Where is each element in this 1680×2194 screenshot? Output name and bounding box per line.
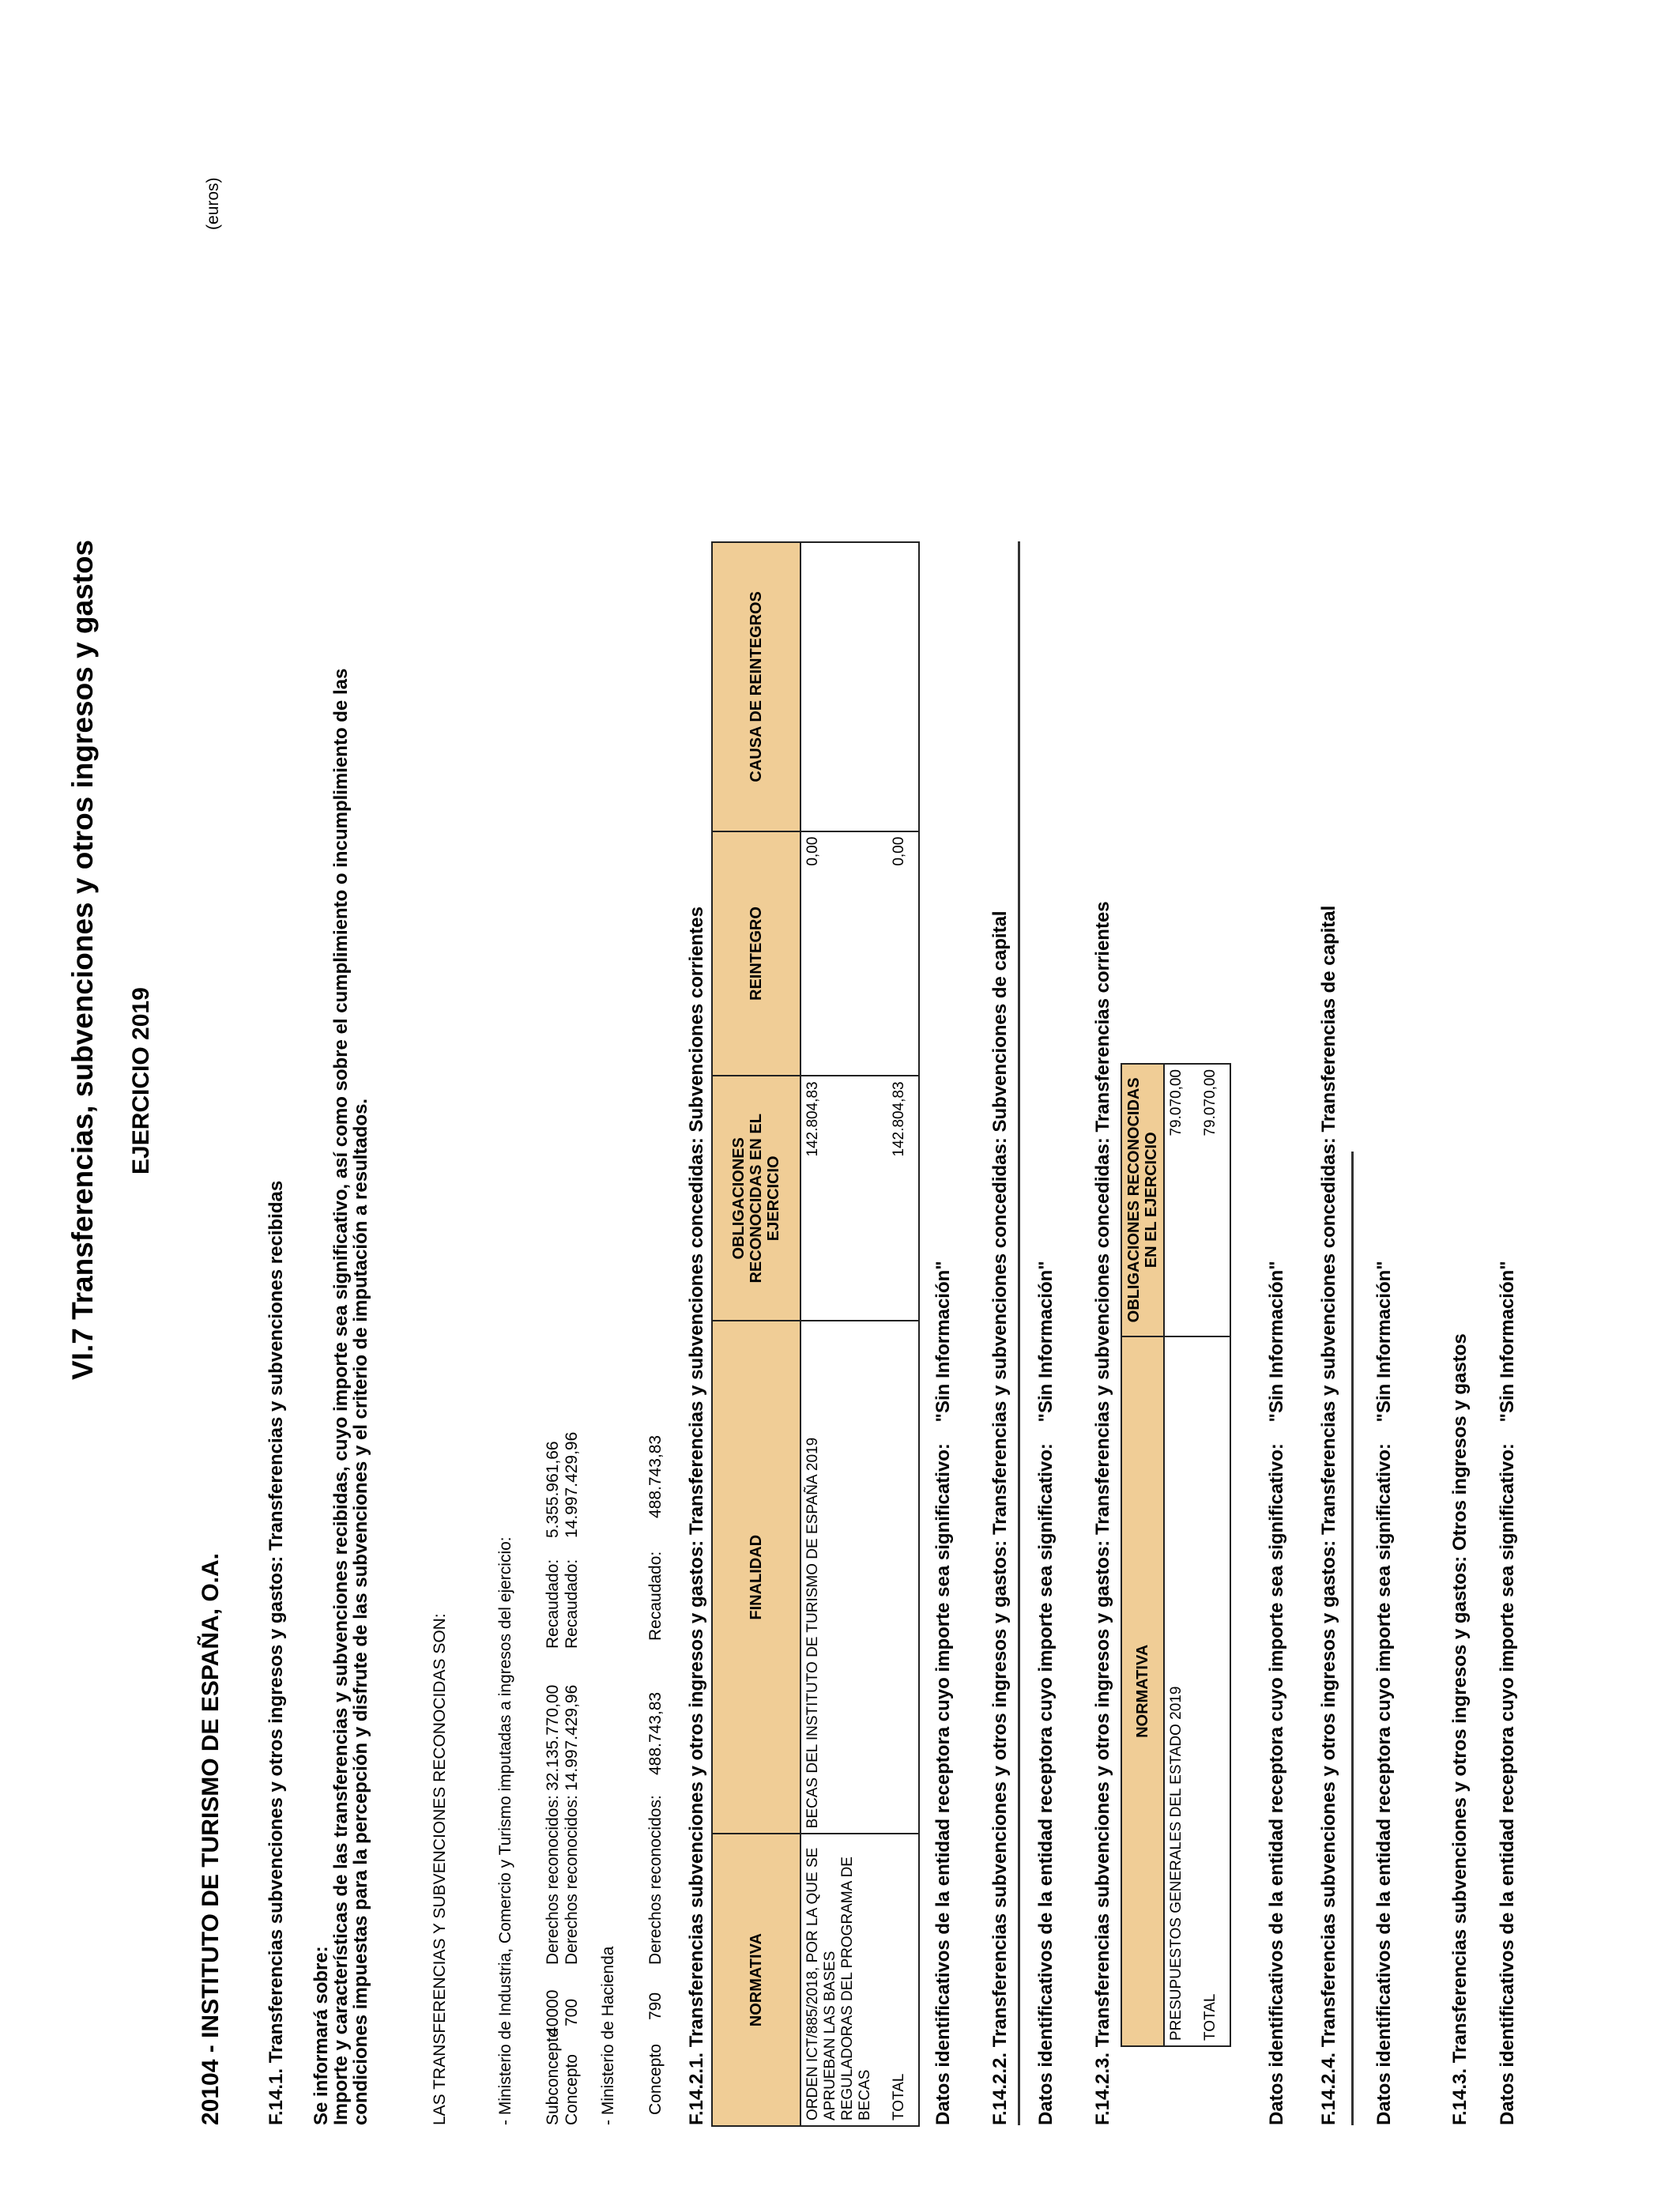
datos-value: "Sin Información" bbox=[1266, 1261, 1287, 1423]
table-total-row bbox=[1199, 1064, 1230, 2046]
datos-value: "Sin Información" bbox=[1373, 1261, 1395, 1423]
f141-inform-line1: Importe y características de las transferencias y subvenciones recibidas, cuyo importe sea significativo, así como sobre el cumplimiento o incumplimiento de las bbox=[330, 668, 352, 2125]
row-col-value: 5.355.961,66 bbox=[544, 1441, 562, 1538]
datos-label: Datos identificativos de la entidad receptora cuyo importe sea significativo: bbox=[1373, 1443, 1395, 2125]
table-total-row bbox=[887, 542, 919, 2126]
row-rec-label: Derechos reconocidos: bbox=[544, 1795, 562, 1965]
table-row bbox=[1164, 1064, 1199, 2046]
header-finalidad: FINALIDAD bbox=[712, 1321, 800, 1834]
datos-value: "Sin Información" bbox=[932, 1261, 954, 1423]
total-reintegro: 0,00 bbox=[887, 831, 919, 1076]
f1422-datos bbox=[1035, 1261, 1057, 2125]
row-col-label: Recaudado: bbox=[544, 1559, 562, 1649]
datos-label: Datos identificativos de la entidad receptora cuyo importe sea significativo: bbox=[1497, 1443, 1518, 2125]
f143-heading: F.14.3. Transferencias subvenciones y otros ingresos y gastos: Otros ingresos y gastos bbox=[1449, 1333, 1471, 2125]
total-label: TOTAL bbox=[887, 1834, 919, 2126]
cell-reintegro: 0,00 bbox=[800, 831, 887, 1076]
row-rec-label: Derechos reconocidos: bbox=[563, 1795, 581, 1965]
f1422-heading: F.14.2.2. Transferencias subvenciones y otros ingresos y gastos: Transferencias y subvenciones concedidas: Subvenciones de capital bbox=[989, 910, 1011, 2125]
header-normativa: NORMATIVA bbox=[712, 1834, 800, 2126]
total-empty bbox=[887, 1321, 919, 1834]
row-col-value: 14.997.429,96 bbox=[563, 1431, 581, 1538]
section-divider bbox=[1018, 541, 1020, 2125]
datos-value: "Sin Información" bbox=[1035, 1261, 1057, 1423]
table-header-row bbox=[712, 542, 800, 2126]
f1423-table bbox=[1121, 1063, 1231, 2047]
row-col-value: 488.743,83 bbox=[646, 1434, 665, 1518]
f141-heading: F.14.1. Transferencias subvenciones y otros ingresos y gastos: Transferencias y subvenciones recibidas bbox=[266, 1180, 287, 2125]
exercise-year: EJERCICIO 2019 bbox=[128, 987, 154, 1174]
table-row bbox=[800, 542, 887, 2126]
row-col-label: Recaudado: bbox=[646, 1551, 665, 1641]
datos-label: Datos identificativos de la entidad receptora cuyo importe sea significativo: bbox=[1035, 1443, 1057, 2125]
datos-label: Datos identificativos de la entidad receptora cuyo importe sea significativo: bbox=[932, 1443, 954, 2125]
cell-finalidad: BECAS DEL INSTITUTO DE TURISMO DE ESPAÑA 2019 bbox=[800, 1321, 887, 1834]
f1421-table bbox=[711, 541, 920, 2127]
header-normativa: NORMATIVA bbox=[1121, 1336, 1164, 2046]
header-obligaciones: OBLIGACIONES RECONOCIDAS EN EL EJERCICIO bbox=[1121, 1064, 1164, 1336]
row-rec-value: 488.743,83 bbox=[646, 1691, 665, 1775]
f1424-heading: F.14.2.4. Transferencias subvenciones y otros ingresos y gastos: Transferencias y subvenciones concedidas: Transferencias de capital bbox=[1318, 905, 1339, 2125]
row-type: Subconcepto bbox=[544, 2028, 562, 2125]
units-label: (euros) bbox=[204, 177, 222, 230]
f1424-datos bbox=[1373, 1261, 1396, 2125]
f1421-datos bbox=[932, 1261, 955, 2125]
cell-normativa: ORDEN ICT/885/2018, POR LA QUE SE APRUEBAN LAS BASES REGULADORAS DEL PROGRAMA DE BECAS bbox=[800, 1834, 887, 2126]
cell-obligaciones: 142.804,83 bbox=[800, 1076, 887, 1321]
row-rec-label: Derechos reconocidos: bbox=[646, 1795, 665, 1965]
total-causa-empty bbox=[887, 542, 919, 831]
cell-normativa: PRESUPUESTOS GENERALES DEL ESTADO 2019 bbox=[1164, 1336, 1199, 2046]
row-type: Concepto bbox=[563, 2054, 581, 2125]
total-obligaciones: 79.070,00 bbox=[1199, 1064, 1230, 1336]
ministry-industry: - Ministerio de Industria, Comercio y Turismo imputadas a ingresos del ejercicio: bbox=[496, 1536, 514, 2125]
recognized-label: LAS TRANSFERENCIAS Y SUBVENCIONES RECONOCIDAS SON: bbox=[431, 1613, 449, 2125]
datos-label: Datos identificativos de la entidad receptora cuyo importe sea significativo: bbox=[1266, 1443, 1287, 2125]
section-divider bbox=[1351, 1152, 1354, 2125]
cell-obligaciones: 79.070,00 bbox=[1164, 1064, 1199, 1336]
row-code: 790 bbox=[646, 1992, 665, 2020]
f1423-heading: F.14.2.3. Transferencias subvenciones y otros ingresos y gastos: Transferencias y subvenciones concedidas: Transferencias corrientes bbox=[1092, 901, 1113, 2125]
f141-inform-line2: condiciones impuestas para la percepción y disfrute de las subvenciones y el criterio de imputación a resultados. bbox=[350, 1098, 371, 2125]
header-obligaciones: OBLIGACIONES RECONOCIDAS EN EL EJERCICIO bbox=[712, 1076, 800, 1321]
row-col-label: Recaudado: bbox=[563, 1559, 581, 1649]
f143-datos bbox=[1497, 1261, 1519, 2125]
entity-title: 20104 - INSTITUTO DE TURISMO DE ESPAÑA, O.A. bbox=[198, 1552, 224, 2125]
ministry-hacienda: - Ministerio de Hacienda bbox=[599, 1946, 617, 2125]
page-title: VI.7 Transferencias, subvenciones y otros ingresos y gastos bbox=[66, 539, 99, 1380]
row-code: 700 bbox=[563, 1998, 581, 2026]
header-causa: CAUSA DE REINTEGROS bbox=[712, 542, 800, 831]
row-rec-value: 32.135.770,00 bbox=[544, 1684, 562, 1791]
header-reintegro: REINTEGRO bbox=[712, 831, 800, 1076]
row-code: 40000 bbox=[544, 1989, 562, 2036]
f141-inform-label: Se informará sobre: bbox=[311, 1946, 332, 2125]
row-type: Concepto bbox=[646, 2044, 665, 2115]
datos-value: "Sin Información" bbox=[1497, 1261, 1518, 1423]
f1423-datos bbox=[1266, 1261, 1288, 2125]
f1421-heading: F.14.2.1. Transferencias subvenciones y otros ingresos y gastos: Transferencias y subvenciones concedidas: Subvenciones corrientes bbox=[686, 907, 707, 2125]
total-label: TOTAL bbox=[1199, 1336, 1230, 2046]
total-obligaciones: 142.804,83 bbox=[887, 1076, 919, 1321]
cell-causa bbox=[800, 542, 887, 831]
row-rec-value: 14.997.429,96 bbox=[563, 1684, 581, 1791]
table-header-row bbox=[1121, 1064, 1164, 2046]
